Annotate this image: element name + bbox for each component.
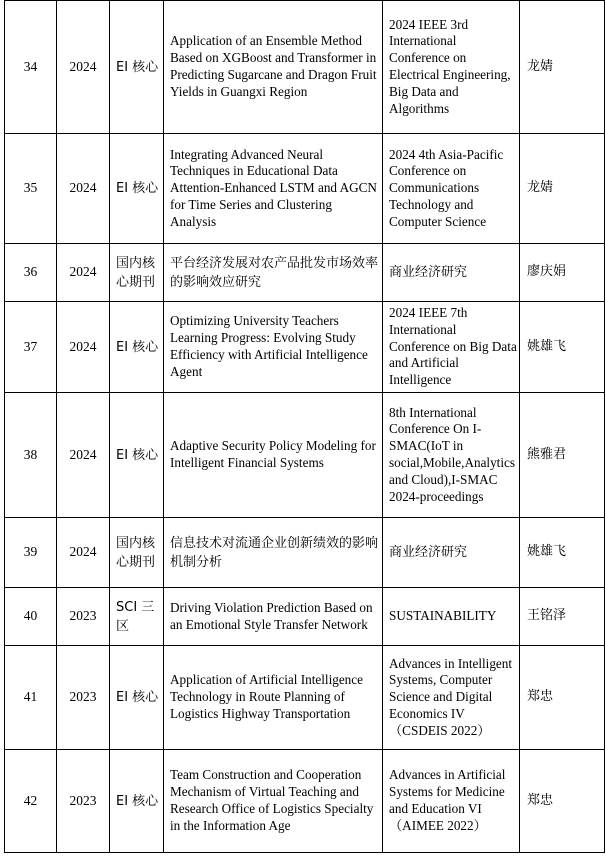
row-indexing: SCI 三区 xyxy=(110,588,164,646)
row-venue: 2024 4th Asia-Pacific Conference on Communications Technology and Computer Science xyxy=(383,134,520,244)
row-number: 34 xyxy=(5,1,57,134)
row-year: 2024 xyxy=(57,393,110,518)
table-row xyxy=(5,518,605,588)
table-row xyxy=(5,1,605,134)
row-indexing: EI 核心 xyxy=(110,1,164,134)
papers-table xyxy=(4,0,605,853)
row-venue: 商业经济研究 xyxy=(383,244,520,302)
row-number: 36 xyxy=(5,244,57,302)
row-indexing: EI 核心 xyxy=(110,750,164,853)
table-row xyxy=(5,134,605,244)
row-indexing: 国内核心期刊 xyxy=(110,518,164,588)
row-title: Application of Artificial Intelligence Technology in Route Planning of Logistics Highway Transportation xyxy=(164,646,383,750)
row-title: 平台经济发展对农产品批发市场效率的影响效应研究 xyxy=(164,244,383,302)
row-indexing: EI 核心 xyxy=(110,646,164,750)
row-number: 39 xyxy=(5,518,57,588)
row-year: 2024 xyxy=(57,244,110,302)
row-number: 42 xyxy=(5,750,57,853)
table-row xyxy=(5,588,605,646)
table-row xyxy=(5,750,605,853)
row-title: Integrating Advanced Neural Techniques in Educational Data Attention-Enhanced LSTM and AGCN for Time Series and Clustering Analysis xyxy=(164,134,383,244)
row-venue: 8th International Conference On I-SMAC(IoT in social,Mobile,Analytics and Cloud),I-SMAC 2024-proceedings xyxy=(383,393,520,518)
table-row xyxy=(5,393,605,518)
row-indexing: EI 核心 xyxy=(110,393,164,518)
row-venue: Advances in Intelligent Systems, Computer Science and Digital Economics IV （CSDEIS 2022） xyxy=(383,646,520,750)
row-year: 2023 xyxy=(57,750,110,853)
row-venue: SUSTAINABILITY xyxy=(383,588,520,646)
row-indexing: EI 核心 xyxy=(110,134,164,244)
row-title: 信息技术对流通企业创新绩效的影响机制分析 xyxy=(164,518,383,588)
row-indexing: 国内核心期刊 xyxy=(110,244,164,302)
row-title: Adaptive Security Policy Modeling for Intelligent Financial Systems xyxy=(164,393,383,518)
table-row xyxy=(5,302,605,393)
row-venue: 商业经济研究 xyxy=(383,518,520,588)
row-author: 龙婧 xyxy=(520,1,605,134)
row-year: 2024 xyxy=(57,518,110,588)
row-title: Team Construction and Cooperation Mechanism of Virtual Teaching and Research Office of Logistics Specialty in the Information Age xyxy=(164,750,383,853)
row-venue: Advances in Artificial Systems for Medicine and Education VI （AIMEE 2022） xyxy=(383,750,520,853)
row-indexing: EI 核心 xyxy=(110,302,164,393)
row-title: Optimizing University Teachers Learning Progress: Evolving Study Efficiency with Artificial Intelligence Agent xyxy=(164,302,383,393)
row-year: 2024 xyxy=(57,1,110,134)
row-venue: 2024 IEEE 3rd International Conference on Electrical Engineering, Big Data and Algorithms xyxy=(383,1,520,134)
row-author: 姚雄飞 xyxy=(520,302,605,393)
row-author: 龙婧 xyxy=(520,134,605,244)
row-author: 姚雄飞 xyxy=(520,518,605,588)
row-venue: 2024 IEEE 7th International Conference on Big Data and Artificial Intelligence xyxy=(383,302,520,393)
row-number: 38 xyxy=(5,393,57,518)
row-number: 37 xyxy=(5,302,57,393)
row-author: 郑忠 xyxy=(520,646,605,750)
row-year: 2024 xyxy=(57,302,110,393)
row-number: 35 xyxy=(5,134,57,244)
table-row xyxy=(5,646,605,750)
row-year: 2023 xyxy=(57,588,110,646)
row-title: Application of an Ensemble Method Based on XGBoost and Transformer in Predicting Sugarcane and Dragon Fruit Yields in Guangxi Region xyxy=(164,1,383,134)
table-row xyxy=(5,244,605,302)
row-number: 40 xyxy=(5,588,57,646)
row-title: Driving Violation Prediction Based on an Emotional Style Transfer Network xyxy=(164,588,383,646)
row-author: 熊雅君 xyxy=(520,393,605,518)
row-author: 廖庆娟 xyxy=(520,244,605,302)
row-year: 2024 xyxy=(57,134,110,244)
row-number: 41 xyxy=(5,646,57,750)
row-author: 郑忠 xyxy=(520,750,605,853)
row-year: 2023 xyxy=(57,646,110,750)
row-author: 王铭泽 xyxy=(520,588,605,646)
